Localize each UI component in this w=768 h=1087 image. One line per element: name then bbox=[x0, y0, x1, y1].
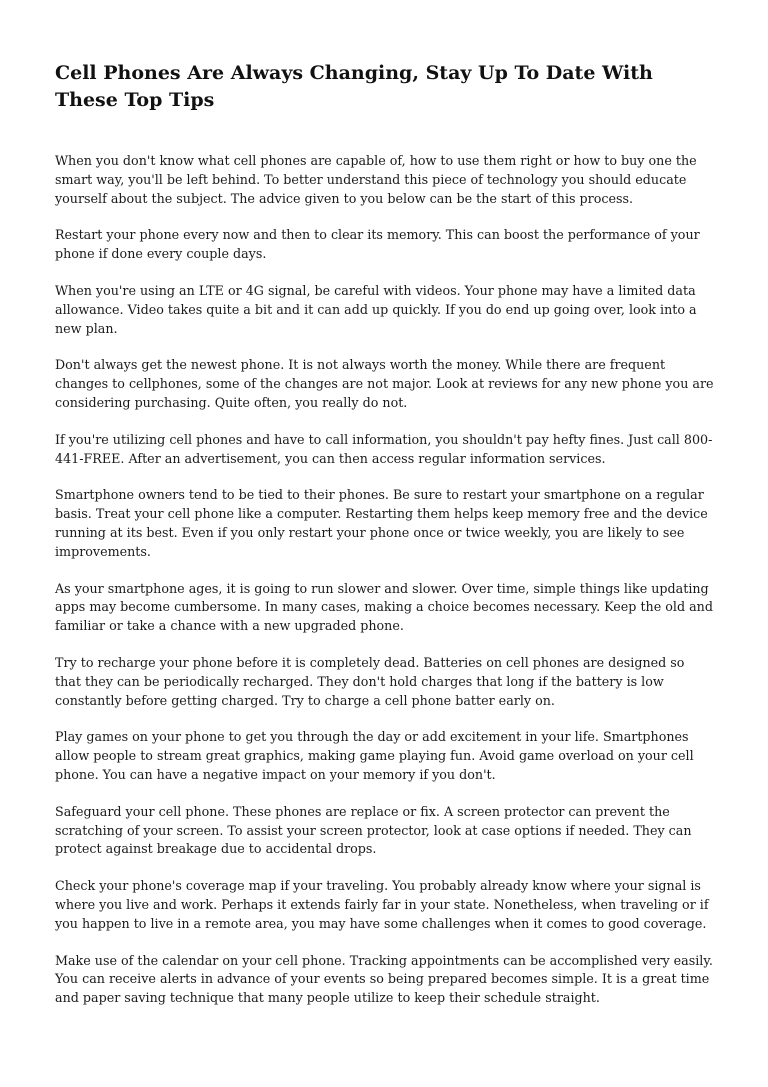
paragraph: Smartphone owners tend to be tied to their phones. Be sure to restart your smartphone on a regular basis. Treat your cell phone like a computer. Restarting them helps keep memory free and the device running at its best. Even if you only restart your phone once or twice weekly, you are likely to see improvements. bbox=[55, 487, 708, 559]
paragraph: When you're using an LTE or 4G signal, be careful with videos. Your phone may have a limited data allowance. Video takes quite a bit and it can add up quickly. If you do end up going over, look into a new plan. bbox=[55, 282, 697, 336]
paragraph: Play games on your phone to get you through the day or add excitement in your life. Smartphones allow people to stream great graphics, making game playing fun. Avoid game overload on your cell phone. You can have a negative impact on your memory if you don't. bbox=[55, 729, 694, 782]
paragraph: Safeguard your cell phone. These phones are replace or fix. A screen protector can prevent the scratching of your screen. To assist your screen protector, look at case options if needed. They can protect against breakage due to accidental drops. bbox=[55, 803, 692, 857]
document-title: Cell Phones Are Always Changing, Stay Up To Date With These Top Tips bbox=[55, 62, 653, 111]
paragraph: As your smartphone ages, it is going to run slower and slower. Over time, simple things like updating apps may become cumbersome. In many cases, making a choice becomes necessary. Keep the old and familiar or take a chance with a new upgraded phone. bbox=[55, 580, 713, 634]
paragraph: Don't always get the newest phone. It is not always worth the money. While there are frequent changes to cellphones, some of the changes are not major. Look at reviews for any new phone you are considering purchasing. Quite often, you really do not. bbox=[55, 357, 714, 410]
paragraph: If you're utilizing cell phones and have to call information, you shouldn't pay hefty fines. Just call 800-441-FREE. After an advertisement, you can then access regular information services. bbox=[55, 431, 713, 466]
paragraph: Try to recharge your phone before it is completely dead. Batteries on cell phones are designed so that they can be periodically recharged. They don't hold charges that long if the battery is low constantly before getting charged. Try to charge a cell phone batter early on. bbox=[55, 654, 685, 708]
paragraph: Check your phone's coverage map if your traveling. You probably already know where your signal is where you live and work. Perhaps it extends fairly far in your state. Nonetheless, when traveling or if you happen to live in a remote area, you may have some challenges when it comes to good coverage. bbox=[55, 878, 709, 931]
paragraph: Restart your phone every now and then to clear its memory. This can boost the performance of your phone if done every couple days. bbox=[55, 227, 700, 262]
paragraph: Make use of the calendar on your cell phone. Tracking appointments can be accomplished very easily. You can receive alerts in advance of your events so being prepared becomes simple. It is a great time and paper saving technique that many people utilize to keep their schedule straight. bbox=[55, 952, 713, 1006]
paragraph: When you don't know what cell phones are capable of, how to use them right or how to buy one the smart way, you'll be left behind. To better understand this piece of technology you should educate yourself about the subject. The advice given to you below can be the start of this process. bbox=[55, 153, 697, 206]
document-body bbox=[55, 152, 714, 1008]
